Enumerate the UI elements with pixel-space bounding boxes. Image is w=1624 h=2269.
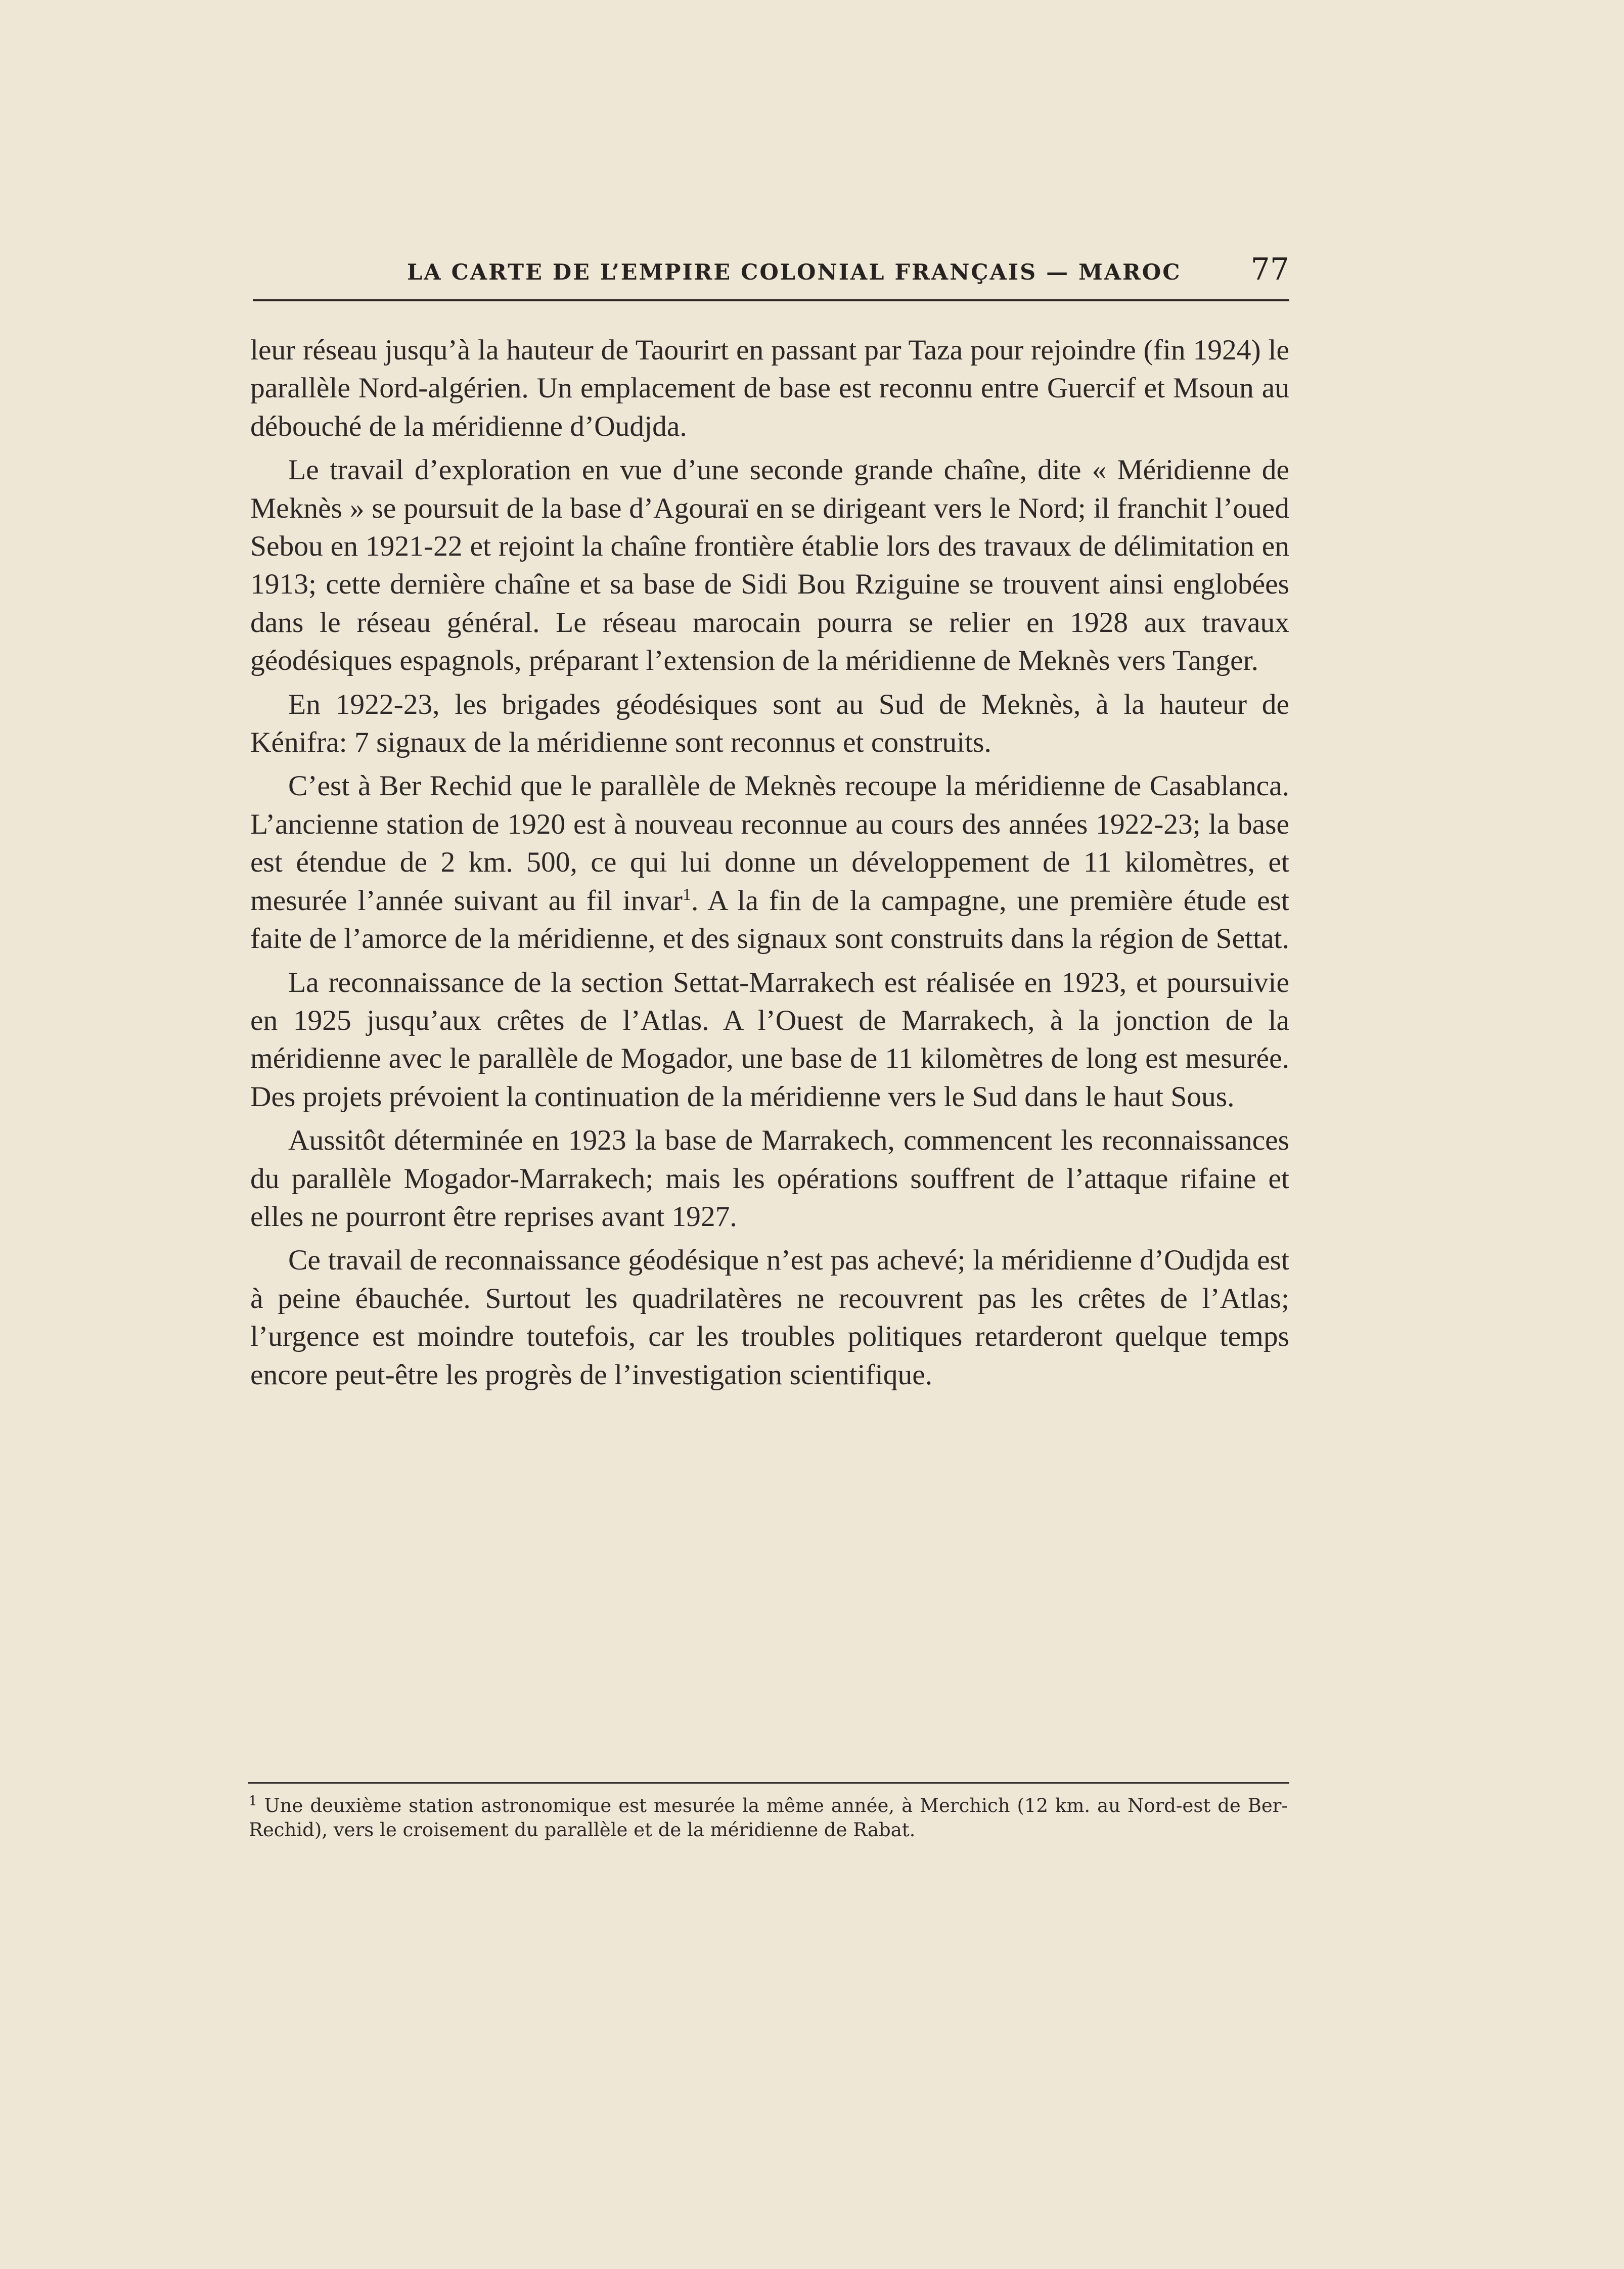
paragraph-conclusion: Ce travail de reconnaissance géodésique n’est pas achevé; la méridienne d’Oudjda est à peine ébauchée. Surtout les quadrilatères ne recouvrent pas les crêtes de l’Atlas; l’urgence est moindre toutefois, car les troubles politiques retarderont quelque temps encore peut-être les progrès de l’investigation scientifique. xyxy=(250,1244,1289,1391)
paragraph-ber-rechid-part-2: . A la fin de la campagne, une première étude est faite de l’amorce de la méridienne, et des signaux sont construits dans la région de Settat. xyxy=(250,884,1289,955)
footnote-rule xyxy=(248,1782,1289,1784)
paragraph-settat-marrakech: La reconnaissance de la section Settat-Marrakech est réalisée en 1923, et poursuivie en 1925 jusqu’aux crêtes de l’Atlas. A l’Ouest de Marrakech, à la jonction de la méridienne avec le parallèle de Mogador, une base de 11 kilomètres de long est mesurée. Des projets prévoient la continuation de la méridienne vers le Sud dans le haut Sous. xyxy=(250,966,1289,1113)
body-text xyxy=(250,331,1289,1394)
footnote-reference: 1 xyxy=(682,885,691,904)
footnote-marker: 1 xyxy=(249,1793,257,1809)
footnote-text: Une deuxième station astronomique est mesurée la même année, à Merchich (12 km. au Nord-est de Ber-Rechid), vers le croisement du parallèle et de la méridienne de Rabat. xyxy=(249,1795,1288,1841)
paragraph-meknes: Le travail d’exploration en vue d’une seconde grande chaîne, dite « Méridienne de Meknès » se poursuit de la base d’Agouraï en se dirigeant vers le Nord; il franchit l’oued Sebou en 1921-22 et rejoint la chaîne frontière établie lors des travaux de délimitation en 1913; cette dernière chaîne et sa base de Sidi Bou Rziguine se trouvent ainsi englobées dans le réseau général. Le réseau marocain pourra se relier en 1928 aux travaux géodésiques espagnols, préparant l’extension de la méridienne de Meknès vers Tanger. xyxy=(250,454,1289,677)
paragraph-kenifra: En 1922-23, les brigades géodésiques sont au Sud de Meknès, à la hauteur de Kénifra: 7 signaux de la méridienne sont reconnus et construits. xyxy=(250,688,1289,759)
paragraph-ber-rechid xyxy=(250,767,1289,958)
paragraph-continuation: leur réseau jusqu’à la hauteur de Taourirt en passant par Taza pour rejoindre (fin 1924) le parallèle Nord-algérien. Un emplacement de base est reconnu entre Guercif et Msoun au débouché de la méridienne d’Oudjda. xyxy=(250,334,1289,442)
page-header xyxy=(253,248,1289,303)
page-number: 77 xyxy=(1250,252,1289,287)
footnote xyxy=(249,1794,1288,1842)
header-rule xyxy=(253,299,1289,301)
paragraph-mogador: Aussitôt déterminée en 1923 la base de Marrakech, commencent les reconnaissances du parallèle Mogador-Marrakech; mais les opérations souffrent de l’attaque rifaine et elles ne pourront être reprises avant 1927. xyxy=(250,1124,1289,1233)
running-title: LA CARTE DE L’EMPIRE COLONIAL FRANÇAIS — MAROC xyxy=(407,260,1182,285)
paragraph-ber-rechid-part-1: C’est à Ber Rechid que le parallèle de Meknès recoupe la méridienne de Casablanca. L’ancienne station de 1920 est à nouveau reconnue au cours des années 1922-23; la base est étendue de 2 km. 500, ce qui lui donne un développement de 11 kilomètres, et mesurée l’année suivant au fil invar xyxy=(250,770,1289,917)
